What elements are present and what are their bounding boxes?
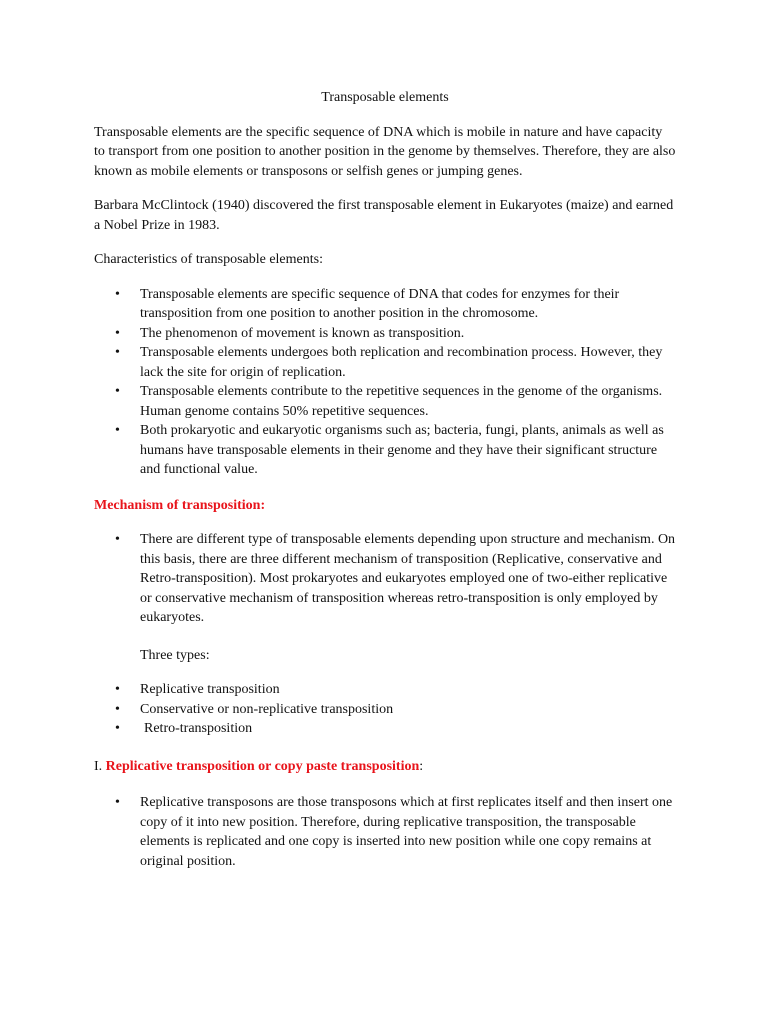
section-numeral: I. [94, 758, 106, 774]
document-title: Transposable elements [321, 90, 449, 105]
list-item: • Transposable elements are specific sequence of DNA that codes for enzymes for their transposition from one position to another position in the chromosome. [140, 285, 676, 324]
list-item: • There are different type of transposable elements depending upon structure and mechanism. On this basis, there are three different mechanism of transposition (Replicative, conservative and Retro-transposition). Most prokaryotes and eukaryotes employed one of two-either replicative or conservative mechanism of transposition whereas retro-transposition is only employed by eukaryotes. [140, 530, 676, 628]
types-list [94, 680, 676, 739]
list-item: • The phenomenon of movement is known as transposition. [140, 324, 676, 344]
characteristics-list [94, 285, 676, 480]
list-item: • Transposable elements undergoes both replication and recombination process. However, they lack the site for origin of replication. [140, 343, 676, 382]
mechanism-heading: Mechanism of transposition: [94, 497, 266, 513]
intro-paragraph-definition: Transposable elements are the specific sequence of DNA which is mobile in nature and have capacity to transport from one position to another position in the genome by themselves. Therefore, they are also known as mobile elements or transposons or selfish genes or jumping genes. [94, 124, 676, 179]
intro-paragraph-history: Barbara McClintock (1940) discovered the first transposable element in Eukaryotes (maize) and earned a Nobel Prize in 1983. [94, 198, 674, 233]
list-item: • Retro-transposition [140, 719, 676, 739]
list-item: • Conservative or non-replicative transposition [140, 700, 676, 720]
mechanism-points-list [94, 530, 676, 628]
list-item: • Both prokaryotic and eukaryotic organisms such as; bacteria, fungi, plants, animals as well as humans have transposable elements in their genome and they have their significant structure and functional value. [140, 421, 676, 480]
list-item: • Replicative transposons are those transposons which at first replicates itself and then insert one copy of it into new position. Therefore, during replicative transposition, the transposable elements is replicated and one copy is inserted into new position while one copy remains at original position. [140, 793, 676, 871]
characteristics-label: Characteristics of transposable elements: [94, 252, 323, 267]
section-i-heading [94, 757, 676, 777]
section-i-points-list [94, 793, 676, 871]
list-item: • Replicative transposition [140, 680, 676, 700]
list-item: • Transposable elements contribute to the repetitive sequences in the genome of the organisms. Human genome contains 50% repetitive sequences. [140, 382, 676, 421]
section-suffix: : [419, 758, 424, 774]
types-label: Three types: [140, 647, 210, 663]
section-title: Replicative transposition or copy paste transposition [105, 758, 420, 774]
